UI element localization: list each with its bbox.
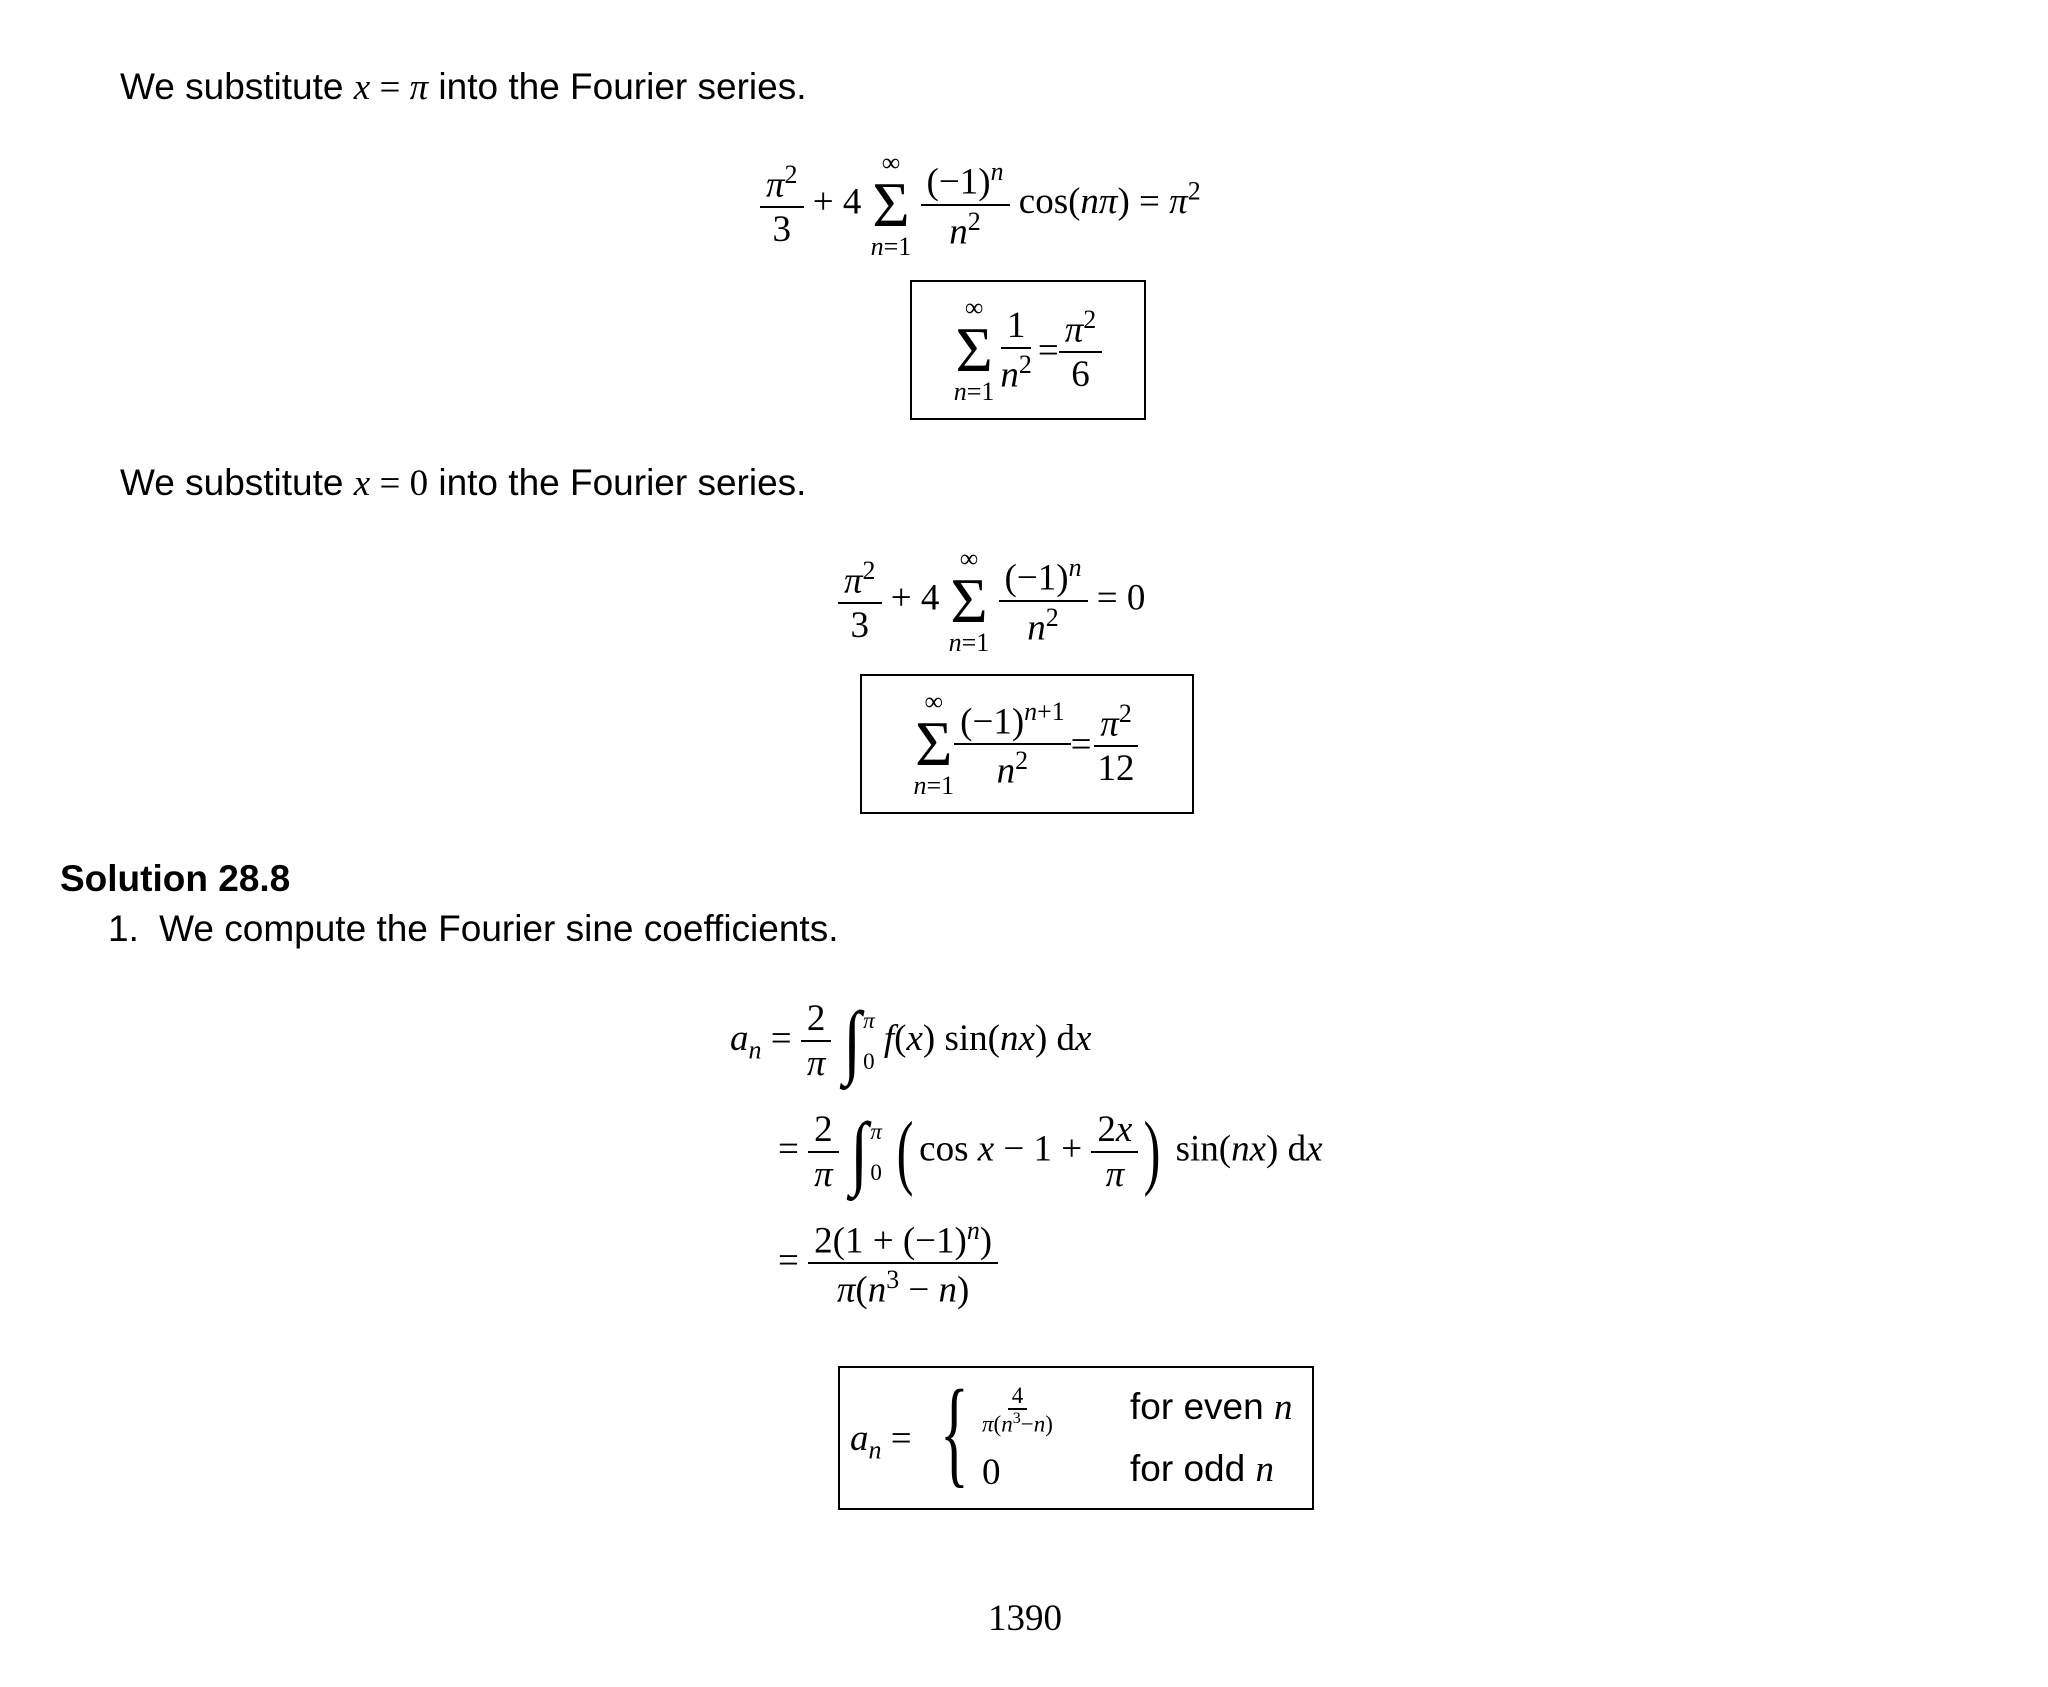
equation-series-zero: $\frac{\pi^2}{3}$ + 4 ∞ Σ n=1 $\frac{(-1)^n}{n^2}$ = 0 [838, 546, 1145, 656]
fraction: $\frac{\pi^2}{3}$ [838, 558, 882, 644]
fraction: $\frac{4}{\pi(n^3-n)}$ [982, 1383, 1053, 1437]
integral-sign: ∫ [850, 1106, 869, 1197]
fraction: $\frac{2}{\pi}$ [808, 1111, 839, 1193]
fraction: $\frac{\pi^2}{12}$ [1092, 701, 1141, 787]
math-var: x [353, 463, 371, 504]
math-var: x [353, 67, 371, 108]
math-value: 0 [409, 463, 429, 504]
text-fragment: into the Fourier series. [428, 462, 807, 503]
text-fragment: We substitute [120, 66, 354, 107]
fraction: $\frac{(-1)^n}{n^2}$ [921, 159, 1010, 250]
fraction: $\frac{2x}{\pi}$ [1091, 1111, 1138, 1193]
math-equals: = [370, 67, 410, 108]
boxed-result-alternating: ∞ Σ n=1 $\frac{(-1)^{n+1}}{n^2}$ = $\frac{\pi^2}{12}$ [860, 674, 1194, 814]
equation-an-line3: = $\frac{2(1 + (-1)^n)}{\pi(n^3 - n)}$ [778, 1218, 998, 1309]
text-fragment: We substitute [120, 462, 354, 503]
list-item-text: We compute the Fourier sine coefficients. [159, 908, 839, 949]
fraction: $\frac{1}{n^2}$ [1000, 304, 1032, 396]
list-item-number: 1. [108, 908, 139, 949]
case-even-text: for even n [1130, 1386, 1293, 1428]
case-zero: 0 [982, 1452, 1001, 1493]
list-item [108, 908, 839, 950]
summation: ∞ Σ n=1 [948, 544, 990, 657]
text-substitute-zero [120, 462, 806, 504]
equation-series-pi: $\frac{\pi^2}{3}$ + 4 ∞ Σ n=1 $\frac{(-1)^n}{n^2}$ $\cos(n\pi) = \pi^2$ [760, 150, 1201, 260]
fraction: $\frac{\pi^2}{6}$ [1059, 307, 1103, 393]
summation: ∞ Σ n=1 [913, 687, 955, 800]
text-substitute-pi [120, 66, 807, 108]
fraction: $\frac{2}{\pi}$ [801, 1000, 832, 1082]
case-odd-text: for odd n [1130, 1448, 1274, 1490]
integral-sign: ∫ [842, 995, 861, 1087]
fraction: $\frac{(-1)^{n+1}}{n^2}$ [954, 699, 1071, 790]
fraction: $\frac{\pi^2}{3}$ [760, 162, 804, 248]
text-fragment: into the Fourier series. [428, 66, 807, 107]
page-number: 1390 [988, 1598, 1062, 1639]
equation-an-line2: = $\frac{2}{\pi}$ ∫ π 0 ( cos x − 1 + $\frac{2x}{\pi}$ ) sin(nx) dx [778, 1105, 1323, 1198]
fraction: $\frac{2(1 + (-1)^n)}{\pi(n^3 - n)}$ [808, 1218, 998, 1309]
equation-an-line1: $a_n$ = $\frac{2}{\pi}$ ∫ π 0 f(x) sin(nx) dx [730, 995, 1092, 1087]
left-brace: { [940, 1365, 969, 1498]
fraction: $\frac{(-1)^n}{n^2}$ [999, 555, 1088, 646]
boxed-result-basel: ∞ Σ n=1 $\frac{1}{n^2}$ = $\frac{\pi^2}{6}$ [910, 280, 1146, 420]
boxed-result-cases: $a_n$ = { $\frac{4}{\pi(n^3-n)}$ 0 for even n for odd n [838, 1366, 1314, 1510]
math-value: π [409, 67, 429, 108]
summation: ∞ Σ n=1 [953, 293, 995, 406]
solution-heading: Solution 28.8 [60, 858, 291, 899]
summation: ∞ Σ n=1 [870, 148, 912, 261]
math-equals: = [370, 463, 410, 504]
